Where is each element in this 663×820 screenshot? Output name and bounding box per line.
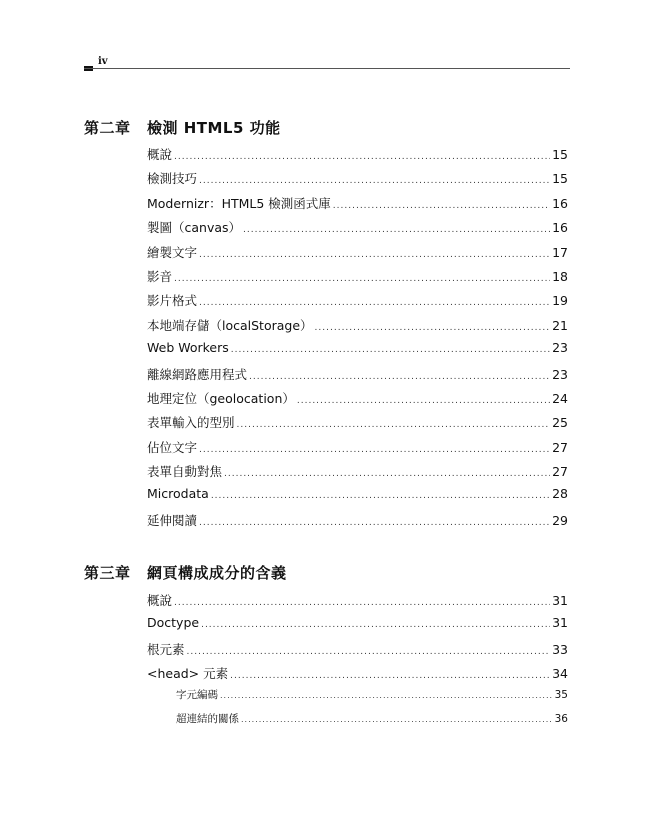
- toc-leader-dots: [297, 396, 550, 406]
- toc-entry[interactable]: [147, 413, 568, 437]
- toc-entry-page: 23: [552, 366, 568, 382]
- toc-entry-page: 34: [552, 666, 568, 682]
- toc-leader-dots: [199, 298, 550, 308]
- toc-leader-dots: [241, 715, 553, 724]
- chapter-number: 第二章: [84, 119, 131, 137]
- toc-entry[interactable]: [147, 462, 568, 486]
- toc-leader-dots: [211, 491, 550, 501]
- toc-entry-title: 離線網路應用程式: [147, 366, 248, 382]
- toc-leader-dots: [224, 469, 550, 479]
- toc-entry-page: 24: [552, 390, 568, 406]
- toc-entry-title: 概說: [147, 147, 173, 162]
- page-number: iv: [98, 56, 108, 67]
- toc-entry-title: 表單自動對焦: [147, 464, 223, 480]
- toc-leader-dots: [199, 445, 550, 455]
- toc-entry-page: 15: [552, 171, 568, 187]
- toc-leader-dots: [174, 274, 550, 284]
- toc-leader-dots: [187, 647, 551, 657]
- toc-entry[interactable]: [147, 365, 568, 389]
- chapter-number: 第三章: [84, 564, 131, 582]
- toc-leader-dots: [243, 225, 550, 235]
- toc-entry-title: 佔位文字: [147, 439, 198, 455]
- toc-leader-dots: [199, 250, 550, 260]
- toc-entry-page: 29: [552, 512, 568, 528]
- toc-leader-dots: [333, 201, 550, 211]
- toc-entry-title: Microdata: [147, 486, 209, 502]
- toc-entry-page: 33: [552, 641, 568, 657]
- toc-entry-title: 概說: [147, 593, 173, 608]
- toc-entry-page: 31: [552, 615, 568, 631]
- toc-entry-title: 影音: [147, 268, 173, 284]
- toc-entry[interactable]: [147, 615, 568, 639]
- toc-sublist: [176, 687, 568, 735]
- toc-entry-page: 36: [554, 713, 568, 725]
- toc-entry[interactable]: [147, 664, 568, 688]
- chapter-title: 網頁構成成分的含義: [147, 564, 287, 582]
- toc-entry-page: 16: [552, 195, 568, 211]
- toc-leader-dots: [199, 176, 550, 186]
- chapter-heading: [84, 117, 281, 138]
- toc-entry-title: 本地端存儲（localStorage）: [147, 317, 313, 333]
- toc-entry-page: 35: [554, 689, 568, 701]
- header-rule: [84, 68, 570, 69]
- toc-entry-title: 繪製文字: [147, 244, 198, 260]
- toc-entry-title: <head> 元素: [147, 666, 229, 682]
- toc-entry-title: 地理定位（geolocation）: [147, 390, 295, 406]
- toc-leader-dots: [249, 372, 550, 382]
- toc-subentry[interactable]: [176, 687, 568, 711]
- toc-leader-dots: [230, 671, 550, 681]
- toc-leader-dots: [220, 691, 553, 700]
- toc-entry[interactable]: [147, 640, 568, 664]
- toc-entry-title: Modernizr：HTML5 檢測函式庫: [147, 195, 331, 211]
- toc-leader-dots: [315, 323, 551, 333]
- toc-entry[interactable]: [147, 194, 568, 218]
- toc-entry-page: 25: [552, 415, 568, 431]
- toc-list-chapter-2: [147, 145, 568, 535]
- toc-entry[interactable]: [147, 243, 568, 267]
- toc-leader-dots: [174, 598, 550, 608]
- toc-entry-title: 檢測技巧: [147, 171, 198, 187]
- toc-entry-page: 27: [552, 439, 568, 455]
- chapter-title: 檢測 HTML5 功能: [147, 119, 281, 137]
- toc-entry[interactable]: [147, 145, 568, 169]
- toc-entry-title: 表單輸入的型別: [147, 415, 235, 431]
- toc-leader-dots: [201, 620, 550, 630]
- toc-list-chapter-3: [147, 591, 568, 689]
- chapter-heading: [84, 562, 287, 583]
- toc-entry[interactable]: [147, 340, 568, 364]
- toc-entry[interactable]: [147, 389, 568, 413]
- toc-entry[interactable]: [147, 438, 568, 462]
- toc-entry[interactable]: [147, 511, 568, 535]
- toc-entry-title: 製圖（canvas）: [147, 220, 242, 236]
- toc-entry-page: 23: [552, 340, 568, 356]
- toc-entry-page: 31: [552, 593, 568, 608]
- toc-leader-dots: [231, 345, 550, 355]
- toc-entry[interactable]: [147, 267, 568, 291]
- toc-entry-page: 15: [552, 147, 568, 162]
- toc-entry-title: 字元編碼: [176, 689, 218, 701]
- toc-subentry[interactable]: [176, 711, 568, 735]
- toc-entry-page: 17: [552, 244, 568, 260]
- toc-entry-title: Doctype: [147, 615, 200, 631]
- toc-entry[interactable]: [147, 316, 568, 340]
- toc-entry-title: 根元素: [147, 641, 185, 657]
- toc-entry-page: 21: [552, 317, 568, 333]
- page-header: [84, 56, 570, 72]
- toc-entry[interactable]: [147, 218, 568, 242]
- toc-entry[interactable]: [147, 591, 568, 615]
- toc-entry[interactable]: [147, 169, 568, 193]
- toc-entry-page: 18: [552, 268, 568, 284]
- toc-entry-title: Web Workers: [147, 340, 229, 356]
- toc-leader-dots: [174, 152, 550, 162]
- toc-entry-title: 延伸閱讀: [147, 512, 198, 528]
- toc-leader-dots: [237, 420, 551, 430]
- toc-entry-title: 影片格式: [147, 293, 198, 309]
- toc-leader-dots: [199, 518, 550, 528]
- toc-entry[interactable]: [147, 291, 568, 315]
- toc-entry-page: 27: [552, 464, 568, 480]
- toc-entry-page: 16: [552, 220, 568, 236]
- toc-entry-title: 超連結的關係: [176, 713, 239, 725]
- toc-entry[interactable]: [147, 486, 568, 510]
- toc-entry-page: 28: [552, 486, 568, 502]
- toc-entry-page: 19: [552, 293, 568, 309]
